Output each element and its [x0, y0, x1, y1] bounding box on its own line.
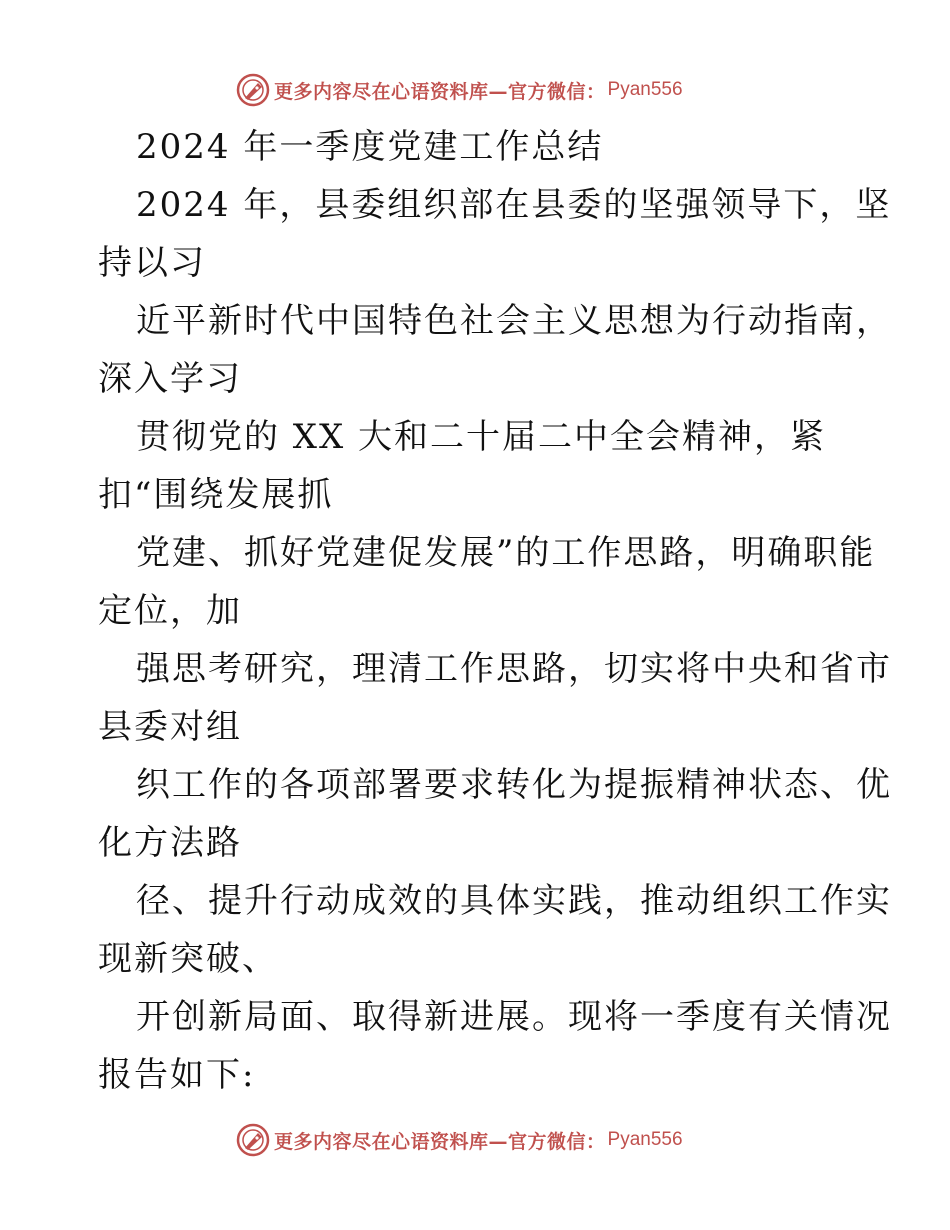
paragraph-line: 县委对组	[98, 707, 242, 747]
watermark-text: 更多内容尽在心语资料库—官方微信：	[274, 80, 606, 103]
paragraph-line: 深入学习	[98, 359, 242, 399]
pen-nib-logo-icon	[236, 73, 270, 107]
pen-nib-logo-icon	[236, 1123, 270, 1157]
paragraph-line: 贯彻党的 XX 大和二十届二中全会精神，紧	[136, 417, 827, 457]
header-watermark	[236, 72, 683, 108]
watermark-wechat-id: Pyan556	[607, 1129, 683, 1150]
paragraph-line: 2024 年，县委组织部在县委的坚强领导下，坚	[136, 185, 892, 225]
paragraph-line: 径、提升行动成效的具体实践，推动组织工作实	[136, 881, 892, 921]
document-title: 2024 年一季度党建工作总结	[136, 127, 604, 167]
watermark-wechat-id: Pyan556	[607, 79, 683, 100]
paragraph-line: 党建、抓好党建促发展”的工作思路，明确职能	[136, 533, 876, 573]
paragraph-line: 织工作的各项部署要求转化为提振精神状态、优	[136, 765, 892, 805]
watermark-text: 更多内容尽在心语资料库—官方微信：	[274, 1130, 606, 1153]
paragraph-line: 化方法路	[98, 823, 242, 863]
paragraph-line: 开创新局面、取得新进展。现将一季度有关情况	[136, 997, 892, 1037]
paragraph-line: 定位，加	[98, 591, 242, 631]
paragraph-line: 扣“围绕发展抓	[98, 475, 334, 515]
paragraph-line: 强思考研究，理清工作思路，切实将中央和省市	[136, 649, 892, 689]
document-body	[98, 118, 892, 1104]
paragraph-line: 持以习	[98, 243, 206, 283]
paragraph-line: 近平新时代中国特色社会主义思想为行动指南，	[136, 301, 892, 341]
paragraph-line: 现新突破、	[98, 939, 278, 979]
footer-watermark	[236, 1122, 683, 1158]
paragraph-line: 报告如下:	[98, 1055, 256, 1095]
